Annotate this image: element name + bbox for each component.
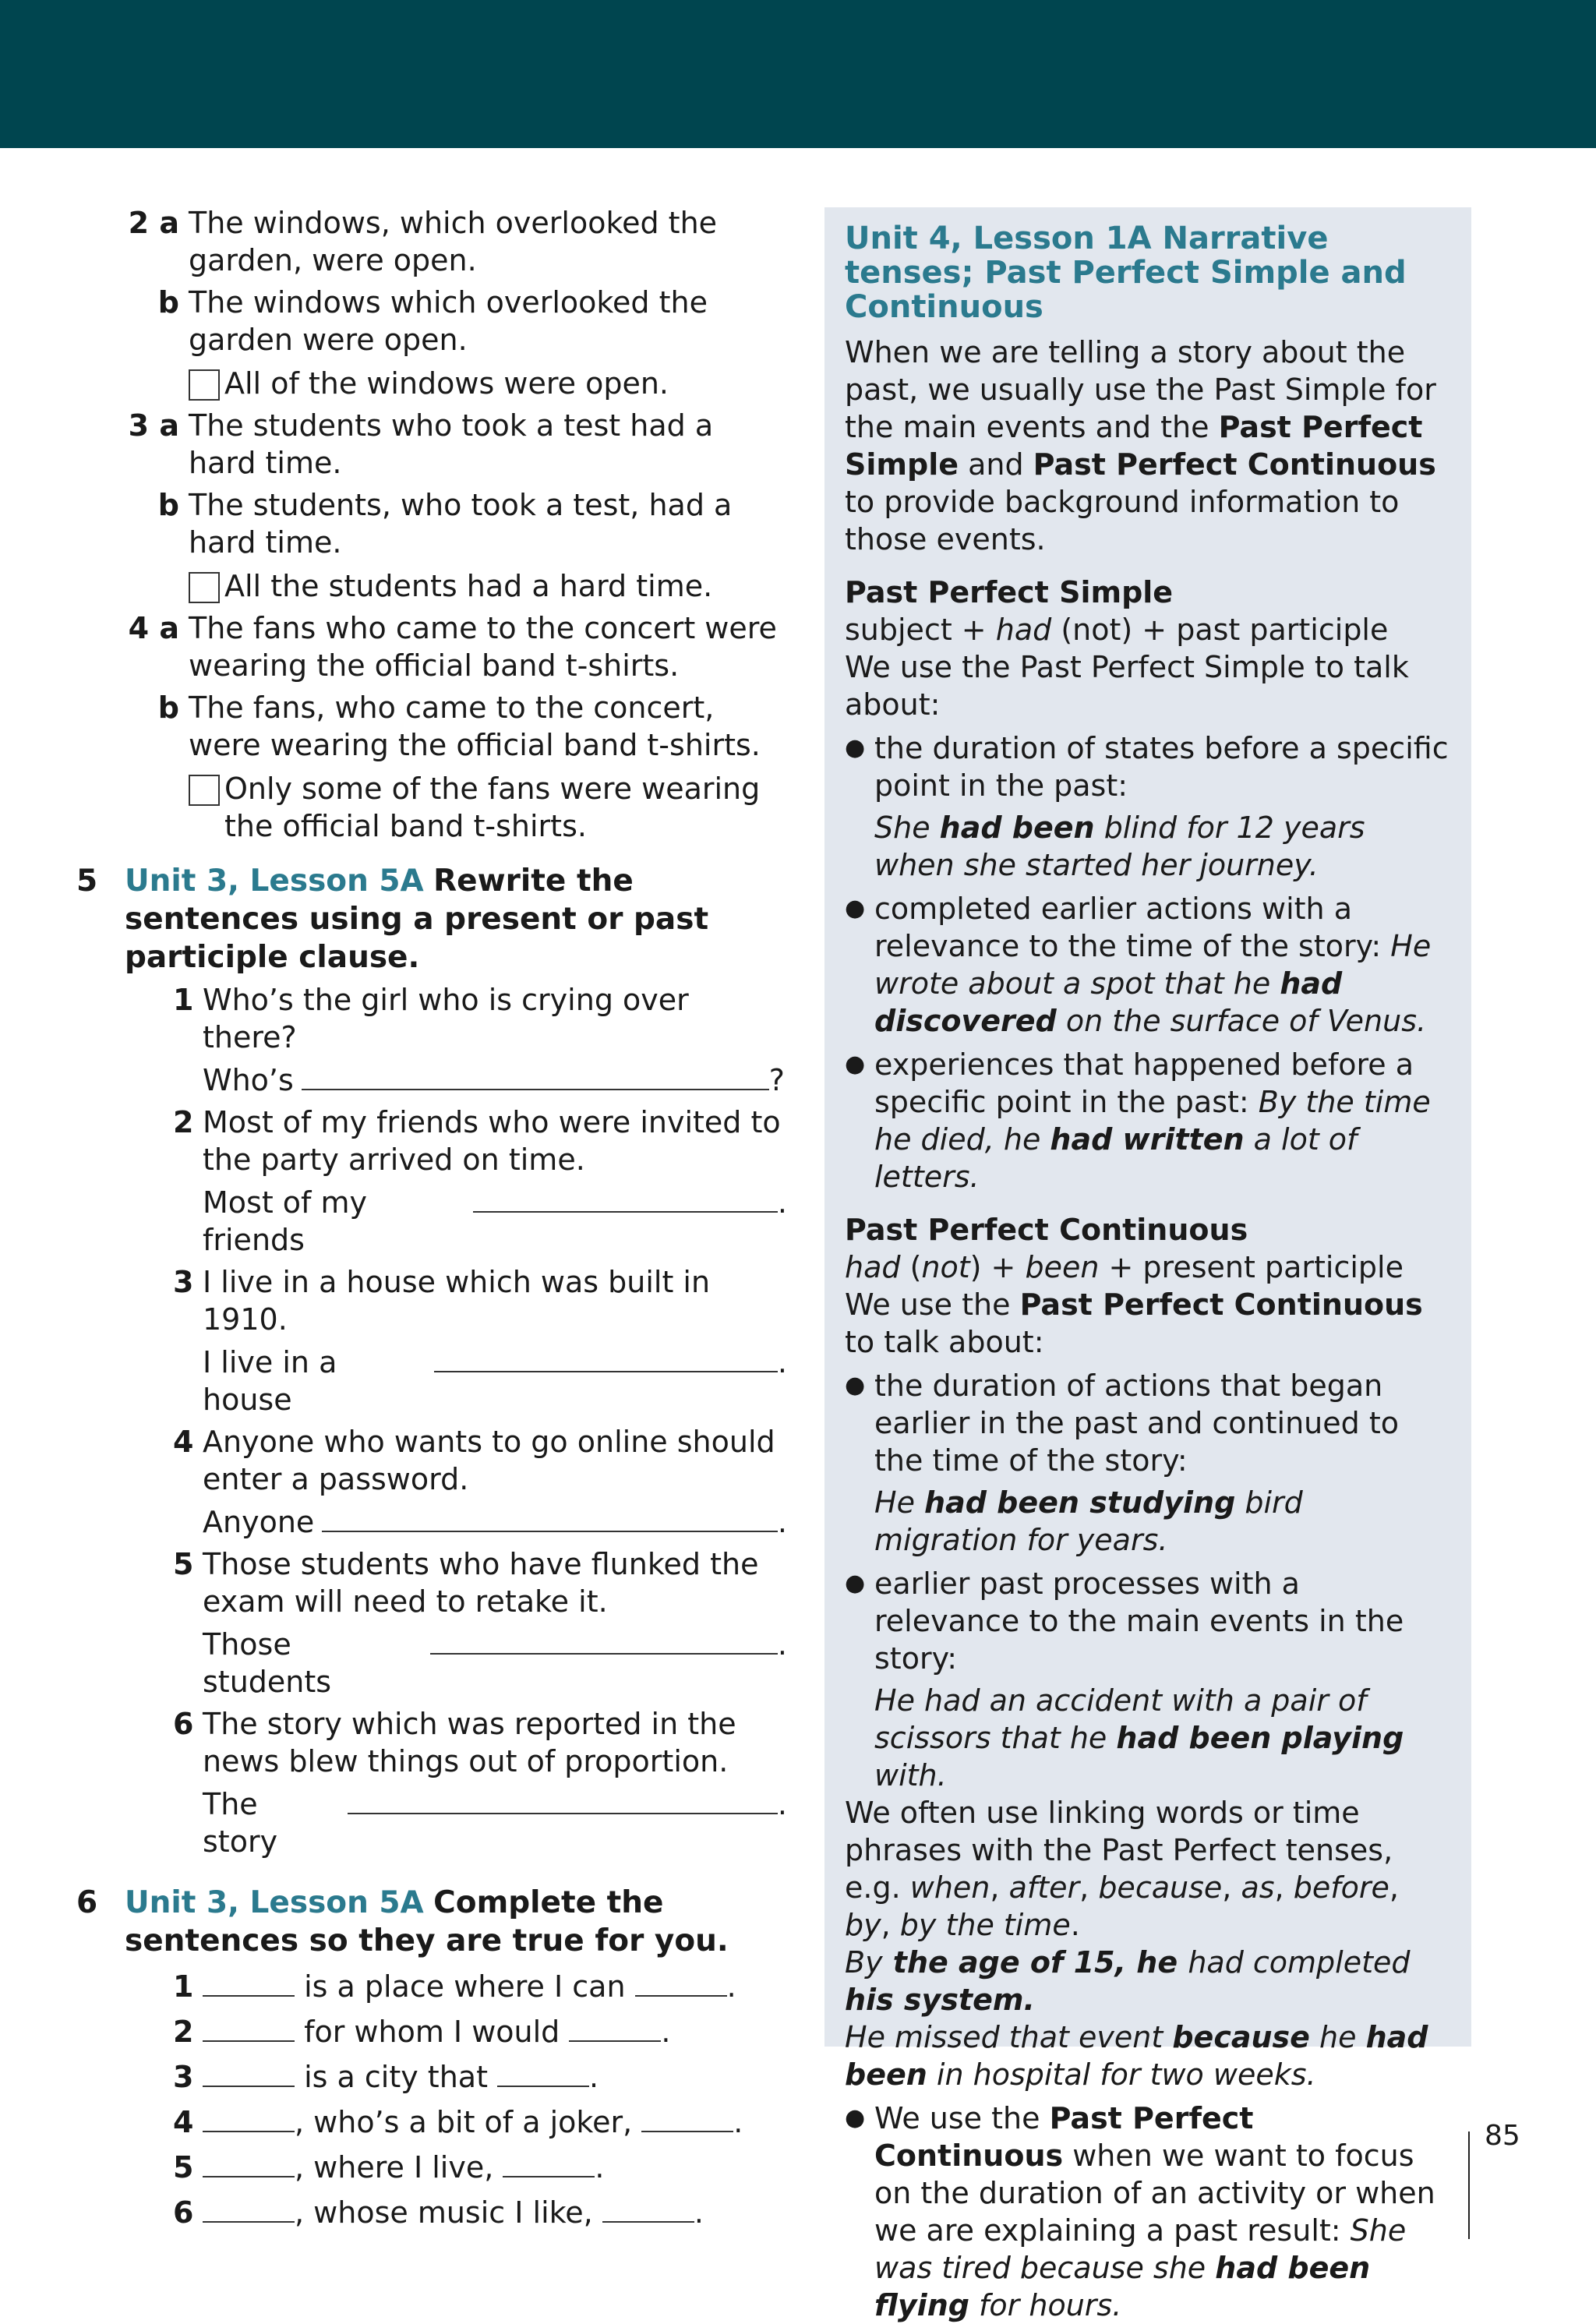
checkbox[interactable]: [189, 572, 220, 603]
bullet-icon: ●: [845, 734, 866, 761]
exercise-5-item: [125, 1104, 787, 1178]
section-heading-past-perfect-simple: Past Perfect Simple: [845, 575, 1174, 609]
linking-note: We often use linking words or time phrases with the Past Perfect tenses, e.g. when, after, because, as, before, by, by the time.: [845, 1796, 1399, 1942]
item-number: 5: [173, 1547, 194, 1581]
linking-example: He missed that event because he had been in hospital for two weeks.: [845, 2020, 1428, 2092]
answer-blank[interactable]: [203, 2059, 295, 2087]
answer-blank[interactable]: [302, 1061, 769, 1090]
question-3a: 3 a The students who took a test had a hard time.: [128, 408, 714, 480]
form-line: subject + had (not) + past participle: [845, 613, 1389, 647]
item-text: Most of my friends who were invited to the party arrived on time.: [203, 1105, 781, 1177]
left-column: [76, 200, 787, 2231]
item-number: 2: [173, 1105, 194, 1139]
grammar-reference-box: [824, 207, 1471, 2322]
bullet-icon: ●: [845, 1051, 866, 1078]
item-number: 1: [173, 983, 194, 1017]
question-2-check: All of the windows were open.: [125, 365, 787, 402]
answer-lead: The story: [203, 1787, 278, 1859]
answer-end: .: [777, 1627, 787, 1662]
item-text: , whose music I like, .: [203, 2194, 704, 2231]
answer-blank[interactable]: [430, 1625, 778, 1655]
exercise-5-item: [125, 1423, 787, 1498]
answer-line: [125, 1785, 787, 1860]
exercise-5-items: [125, 981, 787, 1860]
bullet-item: [845, 1046, 1451, 1196]
page-number: 85: [1485, 2120, 1520, 2152]
bullet-text: the duration of states before a specific point in the past:: [874, 731, 1449, 803]
question-2b: b The windows which overlooked the garden were open.: [157, 285, 708, 357]
question-3b: b The students, who took a test, had a hard time.: [157, 488, 733, 560]
answer-end: .: [777, 1787, 787, 1821]
answer-blank[interactable]: [348, 1785, 778, 1814]
bullet-text: completed earlier actions with a relevance to the time of the story: He wrote about a spot that he had discovered on the surface of Venus.: [874, 892, 1432, 1038]
item-text: is a city that .: [203, 2058, 598, 2096]
item-text: , where I live, .: [203, 2149, 604, 2186]
answer-blank[interactable]: [569, 2014, 661, 2042]
question-2a: 2 a The windows, which overlooked the garden, were open.: [128, 206, 718, 277]
example: He had been studying bird migration for years.: [874, 1485, 1303, 1557]
answer-line: [125, 1343, 787, 1418]
bullet-text: earlier past processes with a relevance to the main events in the story:: [874, 1566, 1404, 1676]
item-number: 3: [173, 2060, 194, 2094]
exercise-5-item: [125, 1545, 787, 1620]
item-number: 1: [173, 1969, 194, 2004]
bullet-icon: ●: [845, 1570, 866, 1597]
box-intro: When we are telling a story about the past, we usually use the Past Simple for the main events and the Past Perfect Simple and Past Perfect Continuous to provide background information to those events.: [845, 335, 1436, 556]
question-4b: b The fans, who came to the concert, were wearing the official band t-shirts.: [157, 690, 761, 762]
item-number: 2: [173, 2015, 194, 2049]
answer-end: .: [777, 1505, 787, 1539]
item-number: 5: [173, 2150, 194, 2184]
exercise-6-item: [125, 2103, 787, 2141]
bullet-item: [845, 2100, 1451, 2324]
exercise-6-item: [125, 1968, 787, 2005]
answer-line: [125, 1503, 787, 1541]
answer-end: ?: [768, 1063, 785, 1097]
answer-line: [125, 1183, 787, 1259]
answer-blank[interactable]: [434, 1343, 778, 1372]
answer-blank[interactable]: [203, 2104, 295, 2132]
bullet-item: [845, 1367, 1451, 1479]
answer-lead: Who’s: [203, 1063, 294, 1097]
exercise-6-item: [125, 2013, 787, 2050]
header-band: [0, 0, 1596, 148]
exercise-5-item: [125, 1263, 787, 1338]
answer-blank[interactable]: [473, 1183, 778, 1213]
exercise-6-items: [125, 1968, 787, 2231]
answer-end: .: [777, 1185, 787, 1220]
answer-blank[interactable]: [203, 2014, 295, 2042]
bullet-icon: ●: [845, 1372, 866, 1399]
item-text: Those students who have flunked the exam will need to retake it.: [203, 1547, 759, 1619]
exercise-6-item: [125, 2058, 787, 2096]
bullet-item: [845, 890, 1451, 1040]
answer-blank[interactable]: [602, 2195, 694, 2223]
bullet-text: experiences that happened before a specific point in the past: By the time he died, he had written a lot of letters.: [874, 1047, 1431, 1194]
answer-blank[interactable]: [322, 1503, 778, 1532]
use-line: We use the Past Perfect Simple to talk about:: [845, 650, 1409, 722]
answer-lead: I live in a house: [203, 1345, 337, 1417]
item-number: 4: [173, 1425, 194, 1459]
answer-blank[interactable]: [497, 2059, 589, 2087]
linking-example: By the age of 15, he had completed his system.: [845, 1945, 1411, 2017]
bullet-icon: ●: [845, 895, 866, 922]
checkbox[interactable]: [189, 369, 220, 401]
item-text: is a place where I can .: [203, 1968, 736, 2005]
section-heading-past-perfect-continuous: Past Perfect Continuous: [845, 1213, 1248, 1247]
item-text: Who’s the girl who is crying over there?: [203, 983, 689, 1054]
answer-lead: Most of my friends: [203, 1185, 368, 1257]
answer-line: [125, 1625, 787, 1701]
bullet-item: [845, 729, 1451, 804]
answer-blank[interactable]: [203, 1969, 295, 1997]
page-number-rule: [1468, 2132, 1470, 2239]
exercise-5-item: [125, 981, 787, 1056]
item-text: Anyone who wants to go online should enter a password.: [203, 1425, 775, 1496]
answer-lead: Anyone: [203, 1505, 315, 1539]
answer-blank[interactable]: [641, 2104, 733, 2132]
question-3-check: All the students had a hard time.: [125, 567, 787, 605]
answer-blank[interactable]: [635, 1969, 727, 1997]
item-text: , who’s a bit of a joker, .: [203, 2103, 743, 2141]
box-title: Unit 4, Lesson 1A Narrative tenses; Past Perfect Simple and Continuous: [845, 221, 1407, 325]
exercise-6-title: 6 Unit 3, Lesson 5A Complete the sentences so they are true for you.: [76, 1885, 729, 1958]
answer-end: .: [777, 1345, 787, 1379]
item-number: 6: [173, 2195, 194, 2230]
example: She had been blind for 12 years when she started her journey.: [874, 811, 1365, 882]
item-text: The story which was reported in the news blew things out of proportion.: [203, 1707, 736, 1778]
answer-blank[interactable]: [203, 2149, 295, 2177]
bullet-icon: ●: [845, 2104, 866, 2132]
bullet-text: the duration of actions that began earlier in the past and continued to the time of the story:: [874, 1369, 1399, 1478]
form-line: had (not) + been + present participle: [845, 1250, 1404, 1284]
example: He had an accident with a pair of scissors that he had been playing with.: [874, 1683, 1404, 1792]
answer-blank[interactable]: [503, 2149, 595, 2177]
bullet-text: We use the Past Perfect Continuous when we want to focus on the duration of an activity or when we are explaining a past result: She was tired because she had been flying for hours.: [874, 2101, 1435, 2322]
exercise-5-title: 5 Unit 3, Lesson 5A Rewrite the sentences using a present or past participle clause.: [76, 864, 709, 975]
exercise-6-item: [125, 2194, 787, 2231]
question-4-check: Only some of the fans were wearing the official band t-shirts.: [125, 770, 787, 845]
checkbox[interactable]: [189, 775, 220, 806]
bullet-item: [845, 1565, 1451, 1677]
item-number: 6: [173, 1707, 194, 1741]
use-line: We use the Past Perfect Continuous to talk about:: [845, 1287, 1423, 1359]
item-number: 3: [173, 1265, 194, 1299]
item-text: I live in a house which was built in 1910.: [203, 1265, 711, 1337]
item-text: for whom I would .: [203, 2013, 670, 2050]
question-4a: 4 a The fans who came to the concert were wearing the official band t-shirts.: [128, 611, 777, 683]
answer-line: [125, 1061, 787, 1099]
answer-lead: Those students: [203, 1627, 332, 1699]
exercise-6-item: [125, 2149, 787, 2186]
exercise-5-item: [125, 1705, 787, 1780]
item-number: 4: [173, 2105, 194, 2139]
answer-blank[interactable]: [203, 2195, 295, 2223]
